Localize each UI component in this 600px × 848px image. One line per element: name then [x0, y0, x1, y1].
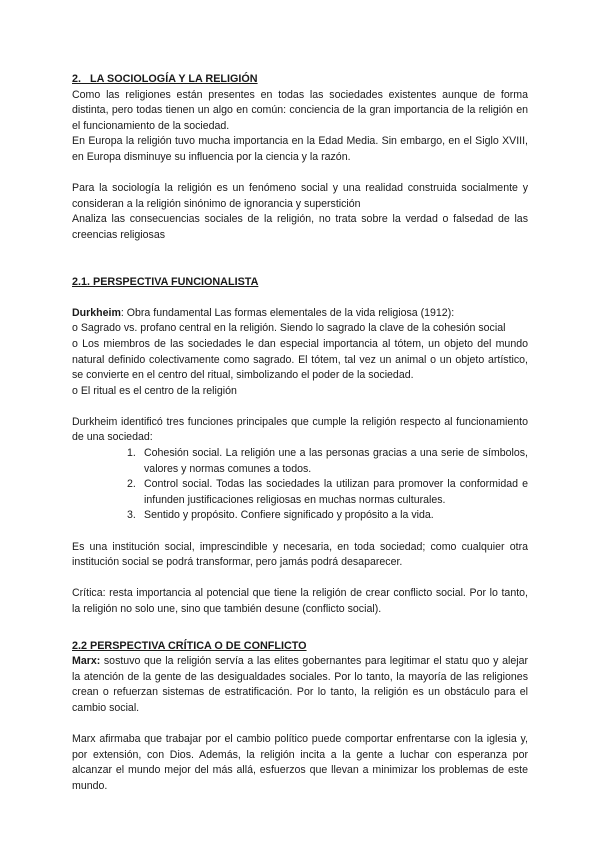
document-page — [72, 72, 528, 795]
author-name: Durkheim — [72, 306, 121, 319]
list-item: o Los miembros de las sociedades le dan especial importancia al tótem, un objeto del mundo natural definido colectivamente como sagrado. El tótem, tal vez un animal o un objeto artístico, se convierte en el centro del ritual, simbolizando el poder de la sociedad. — [72, 337, 528, 382]
paragraph: Marx afirmaba que trabajar por el cambio político puede comportar enfrentarse con la iglesia y, por extensión, con Dios. Además, la religión incita a la gente a luchar con esperanza por alcanzar el mundo mejor del más allá, esfuerzos que llevan a minimizar los problemas de este mundo. — [72, 733, 528, 792]
author-description: : Obra fundamental Las formas elementales de la vida religiosa (1912): — [120, 306, 455, 319]
paragraph: Como las religiones están presentes en todas las sociedades existentes aunque de forma distinta, pero todas tienen un algo en común: conciencia de la gran importancia de la religión en el funcionamiento de la sociedad. — [72, 88, 528, 132]
author-description: sostuvo que la religión servía a las elites gobernantes para legitimar el statu quo y alejar la atención de la gente de las desigualdades sociales. Por lo tanto, la mayoría de las religiones crean o refuerzan sistemas de estratificación. Por lo tanto, la religión es un obstáculo para el cambio social. — [72, 655, 528, 714]
list-item — [72, 477, 528, 508]
list-item: o Sagrado vs. profano central en la religión. Siendo lo sagrado la clave de la cohesión social — [72, 322, 506, 335]
list-text: Control social. Todas las sociedades la utilizan para promover la conformidad e infunden justificaciones religiosas en muchas normas culturales. — [144, 478, 528, 506]
list-text: Sentido y propósito. Confiere significado y propósito a la vida. — [144, 509, 434, 522]
list-number: 2. — [127, 478, 136, 491]
author-name: Marx: — [72, 655, 101, 668]
paragraph: En Europa la religión tuvo mucha importancia en la Edad Media. Sin embargo, en el Siglo XVIII, en Europa disminuye su influencia por la ciencia y la razón. — [72, 135, 528, 163]
list-item — [72, 508, 528, 524]
paragraph: Para la sociología la religión es un fenómeno social y una realidad construida socialmente y consideran a la religión sinónimo de ignorancia y superstición — [72, 182, 528, 210]
list-number: 1. — [127, 447, 136, 460]
section-2-title: LA SOCIOLOGÍA Y LA RELIGIÓN — [90, 73, 258, 85]
paragraph: Es una institución social, imprescindible y necesaria, en toda sociedad; como cualquier otra institución social se podrá transformar, pero jamás podrá desaparecer. — [72, 540, 528, 569]
section-2-1-title: 2.1. PERSPECTIVA FUNCIONALISTA — [72, 275, 259, 288]
paragraph: Analiza las consecuencias sociales de la religión, no trata sobre la verdad o falsedad de las creencias religiosas — [72, 213, 528, 241]
paragraph — [72, 306, 528, 322]
list-number: 3. — [127, 509, 136, 522]
functions-list — [72, 446, 528, 524]
list-item — [72, 446, 528, 477]
list-text: Cohesión social. La religión une a las personas gracias a una serie de símbolos, valores y normas comunes a todos. — [144, 447, 528, 475]
section-2-number: 2. — [72, 73, 82, 85]
paragraph — [72, 654, 528, 716]
section-2-heading — [72, 72, 528, 88]
paragraph: Crítica: resta importancia al potencial que tiene la religión de crear conflicto social. Por lo tanto, la religión no solo une, sino que también desune (conflicto social). — [72, 587, 528, 615]
paragraph: Durkheim identificó tres funciones principales que cumple la religión respecto al funcionamiento de una sociedad: — [72, 415, 528, 444]
section-2-2-title: 2.2 PERSPECTIVA CRÍTICA O DE CONFLICTO — [72, 639, 307, 652]
list-item: o El ritual es el centro de la religión — [72, 384, 237, 397]
